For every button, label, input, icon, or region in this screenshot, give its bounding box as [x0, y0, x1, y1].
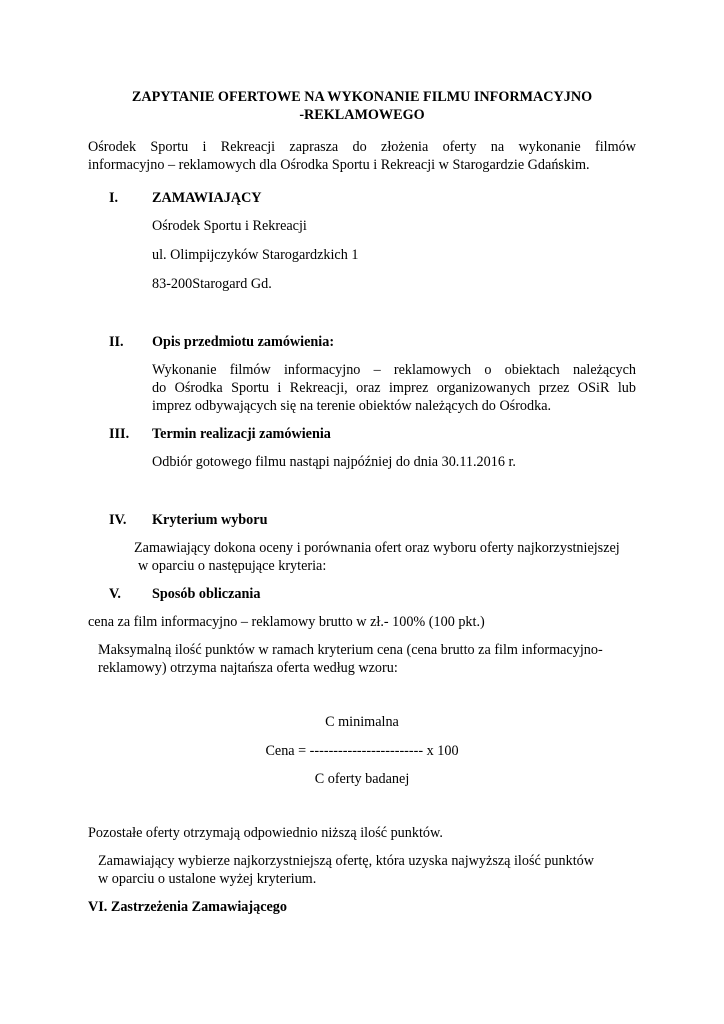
max-points-line-2: reklamowy) otrzyma najtańsza oferta według wzoru:: [98, 660, 398, 676]
formula-denominator: C oferty badanej: [314, 771, 410, 787]
section-3-text: Odbiór gotowego filmu nastąpi najpóźniej do dnia 30.11.2016 r.: [152, 454, 516, 470]
winner-text-line-1: Zamawiający wybierze najkorzystniejszą ofertę, która uzyska najwyższą ilość punktów: [98, 853, 594, 869]
document-title-line-2: -REKLAMOWEGO: [299, 107, 425, 123]
section-3-heading: Termin realizacji zamówienia: [152, 426, 331, 442]
winner-text-line-2: w oparciu o ustalone wyżej kryterium.: [98, 871, 317, 887]
remaining-offers-text: Pozostałe oferty otrzymają odpowiednio niższą ilość punktów.: [88, 825, 443, 841]
orderer-street: ul. Olimpijczyków Starogardzkich 1: [152, 247, 359, 263]
section-5-number: V.: [109, 586, 121, 602]
section-2-text-line-2: do Ośrodka Sportu i Rekreacji, oraz imprez organizowanych przez OSiR lub: [152, 380, 636, 396]
section-2-number: II.: [109, 334, 124, 350]
orderer-city: 83-200Starogard Gd.: [152, 276, 272, 292]
section-4-number: IV.: [109, 512, 127, 528]
document-title-line-1: ZAPYTANIE OFERTOWE NA WYKONANIE FILMU INFORMACYJNO: [131, 89, 593, 105]
max-points-line-1: Maksymalną ilość punktów w ramach kryterium cena (cena brutto za film informacyjno-: [98, 642, 603, 658]
section-4-text-line-2: w oparciu o następujące kryteria:: [138, 558, 327, 574]
section-4-text-line-1: Zamawiający dokona oceny i porównania ofert oraz wyboru oferty najkorzystniejszej: [134, 540, 620, 556]
section-2-heading: Opis przedmiotu zamówienia:: [152, 334, 335, 350]
section-1-number: I.: [109, 190, 119, 206]
section-2-text-line-1: Wykonanie filmów informacyjno – reklamowych o obiektach należących: [152, 362, 636, 378]
formula-equation: Cena = ------------------------ x 100: [265, 743, 459, 759]
formula-numerator: C minimalna: [325, 714, 399, 730]
section-1-heading: ZAMAWIAJĄCY: [152, 190, 262, 206]
intro-line-1: Ośrodek Sportu i Rekreacji zaprasza do złożenia oferty na wykonanie filmów: [88, 139, 636, 155]
section-2-text-line-3: imprez odbywających się na terenie obiektów należących do Ośrodka.: [152, 398, 552, 414]
section-6-heading: VI. Zastrzeżenia Zamawiającego: [88, 899, 287, 915]
section-5-heading: Sposób obliczania: [152, 586, 261, 602]
intro-line-2: informacyjno – reklamowych dla Ośrodka Sportu i Rekreacji w Starogardzie Gdańskim.: [88, 157, 590, 173]
price-criterion: cena za film informacyjno – reklamowy brutto w zł.- 100% (100 pkt.): [88, 614, 485, 630]
section-3-number: III.: [109, 426, 130, 442]
orderer-name: Ośrodek Sportu i Rekreacji: [152, 218, 307, 234]
section-4-heading: Kryterium wyboru: [152, 512, 268, 528]
